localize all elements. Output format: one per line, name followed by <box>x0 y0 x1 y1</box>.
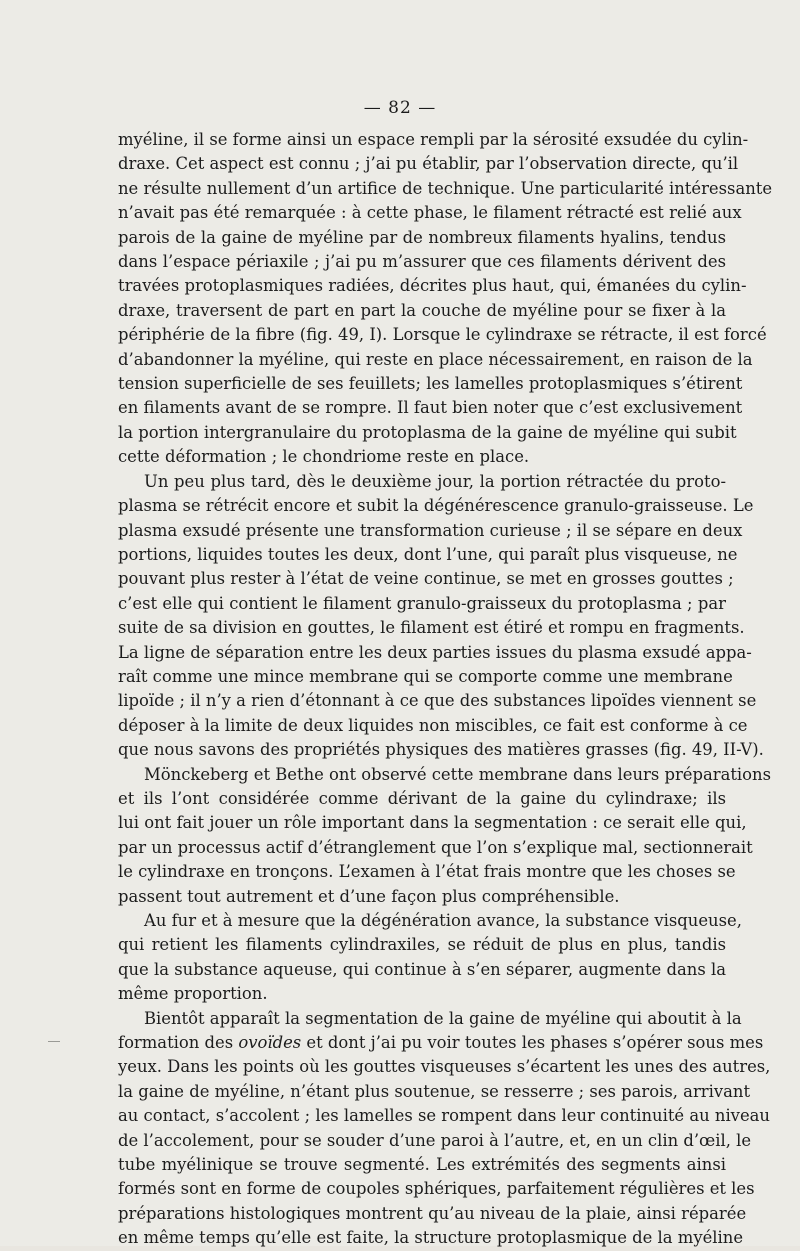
text-line: raît comme une mince membrane qui se comporte comme une membrane <box>118 666 733 686</box>
text-line: que nous savons des propriétés physiques des matières grasses (fig. 49, II-V). <box>118 740 764 760</box>
text-line: yeux. Dans les points où les gouttes visqueuses s’écartent les unes des autres, <box>118 1057 771 1077</box>
text-line: préparations histologiques montrent qu’au niveau de la plaie, ainsi réparée <box>118 1203 747 1223</box>
text-line: draxe. Cet aspect est connu ; j’ai pu établir, par l’observation directe, qu’il <box>118 154 739 174</box>
text-line: périphérie de la fibre (fig. 49, I). Lorsque le cylindraxe se rétracte, il est forcé <box>118 325 767 345</box>
text-line: c’est elle qui contient le filament granulo-graisseux du protoplasma ; par <box>118 593 726 613</box>
margin-mark <box>48 1041 60 1042</box>
text-line: n’avait pas été remarquée : à cette phase, le filament rétracté est relié aux <box>118 203 742 223</box>
text-line: pouvant plus rester à l’état de veine continue, se met en grosses gouttes ; <box>118 569 734 589</box>
text-line: Mönckeberg et Bethe ont observé cette membrane dans leurs préparations <box>144 764 772 784</box>
paragraph <box>118 470 764 763</box>
paragraph <box>118 128 773 470</box>
text-line: La ligne de séparation entre les deux parties issues du plasma exsudé appa- <box>118 642 752 662</box>
text-line: Bientôt apparaît la segmentation de la gaine de myéline qui aboutit à la <box>144 1008 742 1028</box>
text-line: par un processus actif d’étranglement que l’on s’explique mal, sectionnerait <box>118 837 753 857</box>
text-line: en même temps qu’elle est faite, la structure protoplasmique de la myéline <box>118 1228 744 1248</box>
text-line: ne résulte nullement d’un artifice de technique. Une particularité intéressante <box>118 178 773 198</box>
text-line: travées protoplasmiques radiées, décrites plus haut, qui, émanées du cylin- <box>118 276 747 296</box>
text-line: parois de la gaine de myéline par de nombreux filaments hyalins, tendus <box>118 227 726 247</box>
text-line: d’abandonner la myéline, qui reste en place nécessairement, en raison de la <box>118 349 753 369</box>
text-line: formation des ovoïdes et dont j’ai pu voir toutes les phases s’opérer sous mes <box>118 1033 764 1053</box>
text-line: déposer à la limite de deux liquides non miscibles, ce fait est conforme à ce <box>118 715 748 735</box>
text-line: en filaments avant de se rompre. Il faut bien noter que c’est exclusivement <box>118 398 743 418</box>
text-line: au contact, s’accolent ; les lamelles se rompent dans leur continuité au niveau <box>118 1106 770 1126</box>
text-line: passent tout autrement et d’une façon plus compréhensible. <box>118 886 620 906</box>
text-line: le cylindraxe en tronçons. L’examen à l’état frais montre que les choses se <box>118 862 736 882</box>
text-line: que la substance aqueuse, qui continue à s’en séparer, augmente dans la <box>118 959 726 979</box>
text-line: qui retient les filaments cylindraxiles, se réduit de plus en plus, tandis <box>118 935 726 955</box>
text-line: dans l’espace périaxile ; j’ai pu m’assurer que ces filaments dérivent des <box>118 252 726 272</box>
text-line: myéline, il se forme ainsi un espace rempli par la sérosité exsudée du cylin- <box>118 130 749 149</box>
text-line: Au fur et à mesure que la dégénération avance, la substance visqueuse, <box>144 911 742 930</box>
text-line: suite de sa division en gouttes, le filament est étiré et rompu en fragments. <box>118 618 745 638</box>
text-line: tension superficielle de ses feuillets; les lamelles protoplasmiques s’étirent <box>118 374 743 394</box>
paragraph <box>118 1007 771 1251</box>
text-line: et ils l’ont considérée comme dérivant de la gaine du cylindraxe; ils <box>118 788 726 808</box>
text-line: plasma exsudé présente une transformation curieuse ; il se sépare en deux <box>118 520 743 540</box>
text-line: même proportion. <box>118 984 268 1004</box>
text-line: cette déformation ; le chondriome reste en place. <box>118 447 530 467</box>
text-line: lipoïde ; il n’y a rien d’étonnant à ce que des substances lipoïdes viennent se <box>118 691 757 711</box>
page-number: — 82 — <box>363 98 437 118</box>
text-line: tube myélinique se trouve segmenté. Les extrémités des segments ainsi <box>118 1155 726 1175</box>
text-line: la portion intergranulaire du protoplasma de la gaine de myéline qui subit <box>118 422 737 442</box>
text-line: Un peu plus tard, dès le deuxième jour, la portion rétractée du proto- <box>144 471 726 491</box>
text-line: formés sont en forme de coupoles sphériques, parfaitement régulières et les <box>118 1179 755 1199</box>
text-line: la gaine de myéline, n’étant plus soutenue, se resserre ; ses parois, arrivant <box>118 1081 751 1101</box>
paragraph <box>118 763 772 909</box>
text-line: lui ont fait jouer un rôle important dans la segmentation : ce serait elle qui, <box>118 813 747 833</box>
paragraph <box>118 909 742 1007</box>
text-line: plasma se rétrécit encore et subit la dégénérescence granulo-graisseuse. Le <box>118 496 754 516</box>
text-line: de l’accolement, pour se souder d’une paroi à l’autre, et, en un clin d’œil, le <box>118 1130 752 1150</box>
text-line: portions, liquides toutes les deux, dont l’une, qui paraît plus visqueuse, ne <box>118 544 738 564</box>
text-line: draxe, traversent de part en part la couche de myéline pour se fixer à la <box>118 300 726 320</box>
body-text <box>118 128 773 1251</box>
